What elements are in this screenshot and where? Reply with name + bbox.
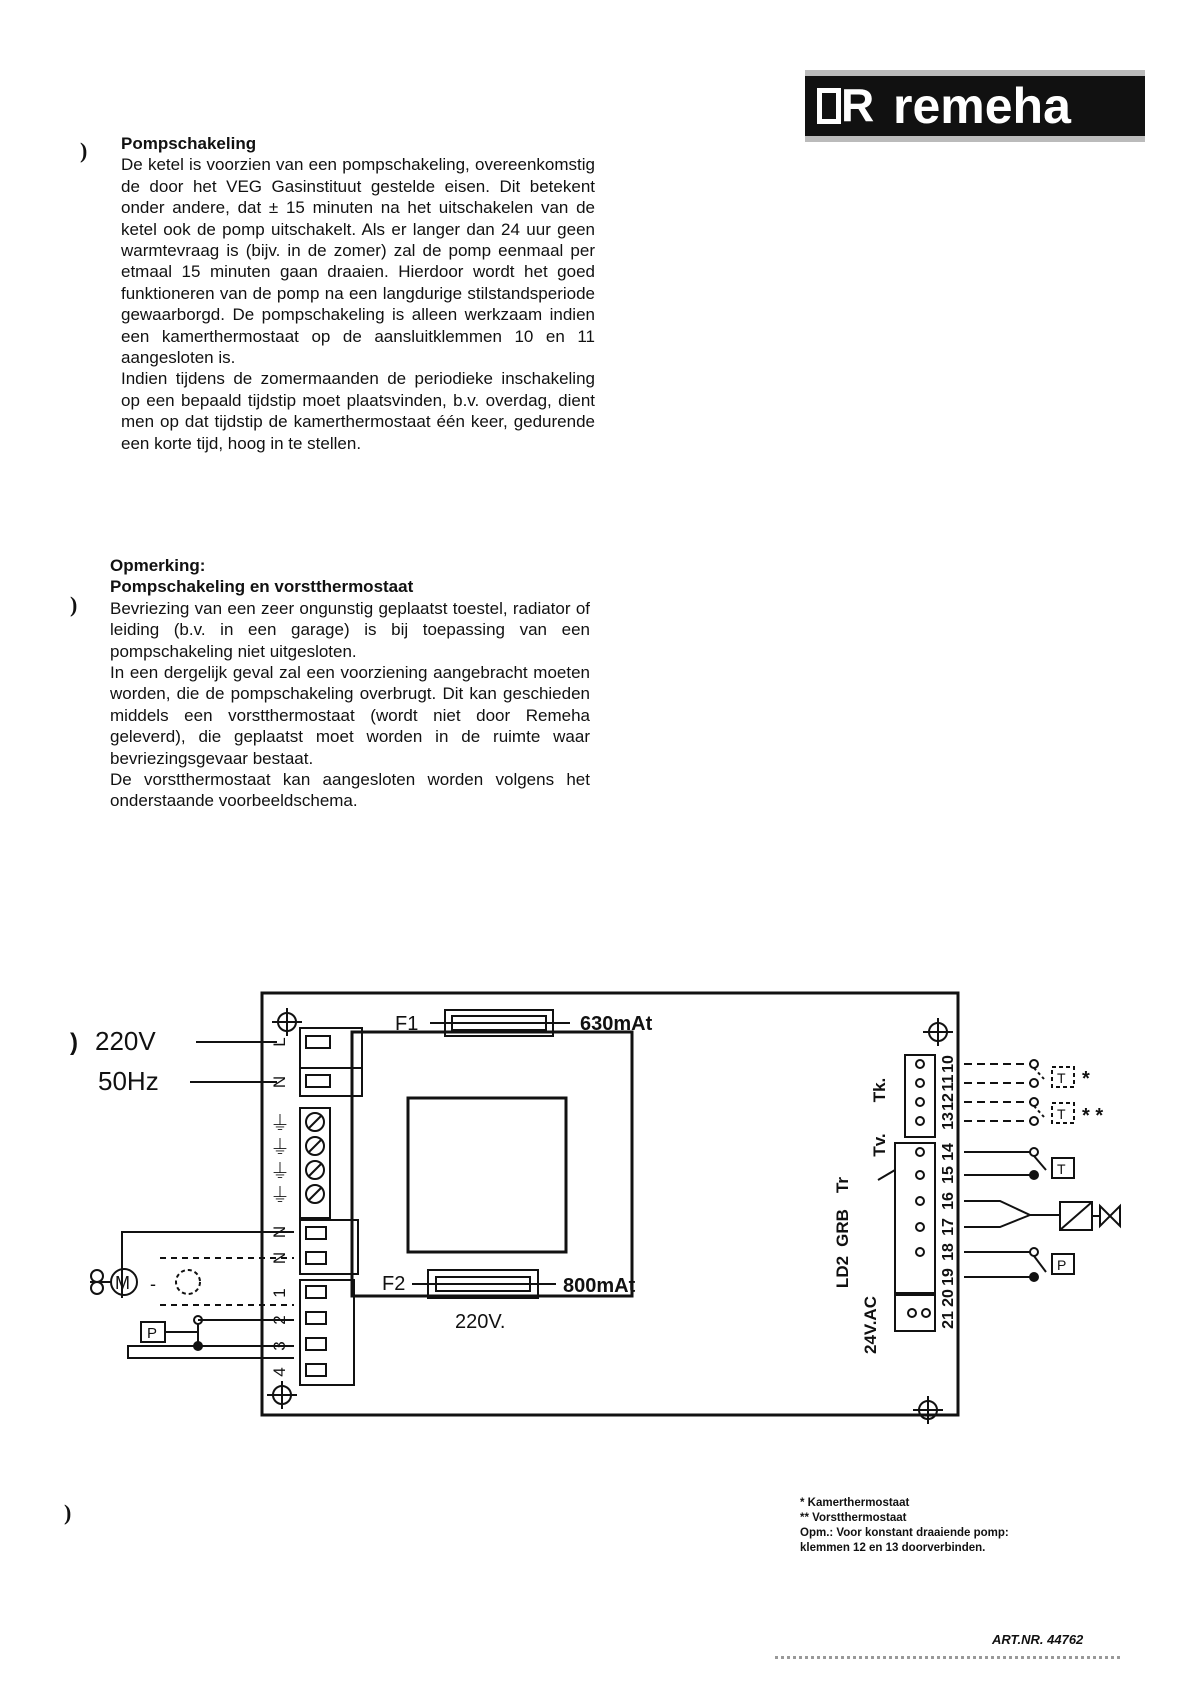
group-label-grb: GRB <box>833 1209 852 1247</box>
terminal-number: 11 <box>940 1074 957 1092</box>
fuse-f1-rating: 630mAt <box>580 1013 653 1035</box>
wire-pump-n <box>122 1232 294 1298</box>
terminal-number: 20 <box>940 1289 957 1307</box>
pressure-switch-right-wiring <box>964 1248 1074 1281</box>
footnote-star: * * <box>1082 1105 1104 1127</box>
frost-thermostat-wiring <box>964 1098 1103 1127</box>
fuse-f2 <box>382 1270 636 1333</box>
margin-mark: ) <box>70 1029 78 1056</box>
room-thermostat-wiring <box>964 1060 1090 1090</box>
section-opmerking <box>110 555 590 812</box>
group-label-tk: Tk. <box>870 1077 889 1103</box>
terminal-label: 3 <box>270 1341 289 1351</box>
note-line: klemmen 12 en 13 doorverbinden. <box>800 1542 986 1554</box>
terminal-number: 15 <box>940 1166 957 1184</box>
right-group-labels <box>833 1078 889 1354</box>
margin-mark: ) <box>70 592 78 617</box>
wiring-diagram <box>0 980 1190 1460</box>
pressure-switch-label: P <box>1057 1257 1067 1273</box>
limit-thermostat-wiring <box>964 1148 1074 1179</box>
transformer-core <box>408 1098 566 1252</box>
paragraph: De vorstthermostaat kan aangesloten worden volgens het onderstaande voorbeeldschema. <box>110 770 590 811</box>
section-pompschakeling <box>121 133 595 454</box>
supply-frequency: 50Hz <box>98 1066 159 1096</box>
pressure-switch-label: P <box>147 1325 158 1342</box>
thermostat-label: T <box>1057 1161 1066 1177</box>
dash-mark: - <box>150 1274 156 1294</box>
ground-icon: ⏚ <box>270 1113 290 1135</box>
paragraph: Indien tijdens de zomermaanden de periodieke inschakeling op een bepaald tijdstip moet plaatsvinden, b.v. overdag, dient men op dat tijdstip de kamerthermostaat één keer, gedurende een korte tijd, hoog in te stellen. <box>121 369 595 453</box>
terminal-number: 18 <box>940 1243 957 1261</box>
terminal-number: 12 <box>940 1093 957 1111</box>
paragraph: De ketel is voorzien van een pompschakeling, overeenkomstig de door het VEG Gasinstituut gestelde eisen. Dit betekent onder andere, dat ± 15 minuten na het uitschakelen van de ketel ook de pomp uitschakelt. Als er langer dan 24 uur geen warmtevraag is (bijv. in de zomer) zal de pomp eenmaal per etmaal 15 minuten gaan draaien. Hierdoor wordt het goed funktioneren van de pomp na een langdurige stilstandsperiode gewaarborgd. De pompschakeling is alleen werkzaam indien een kamerthermostaat op de aansluitklemmen 10 en 11 aangesloten is. <box>121 155 595 368</box>
margin-mark: ) <box>80 138 88 163</box>
remeha-logo <box>805 70 1145 142</box>
note-line: Opm.: Voor konstant draaiende pomp: <box>800 1527 1009 1539</box>
fuse-f2-label: F2 <box>382 1273 406 1295</box>
ground-icon: ⏚ <box>270 1137 290 1159</box>
ground-icon: ⏚ <box>270 1161 290 1183</box>
paragraph: In een dergelijk geval zal een voorziening aangebracht moeten worden, die de pompschakeling overbrugt. Dit kan geschieden middels een vorstthermostaat (wordt niet door Remeha geleverd), die geplaatst moet worden in de ruimte waar bevriezingsgevaar bestaat. <box>110 663 590 768</box>
footer-divider <box>775 1656 1120 1659</box>
thermostat-label: T <box>1057 1070 1066 1086</box>
paragraph: Bevriezing van een zeer ongunstig geplaatst toestel, radiator of leiding (b.v. in een garage) is bij toepassing van een pompschakeling niet uitgesloten. <box>110 598 590 661</box>
left-terminal-labels <box>270 1037 289 1376</box>
terminal-number: 13 <box>940 1112 957 1130</box>
terminal-label: L <box>270 1037 289 1047</box>
ground-symbols <box>270 1113 290 1207</box>
terminal-number: 17 <box>940 1218 957 1236</box>
right-terminal-numbers <box>940 1055 957 1329</box>
mounting-hole <box>272 1008 302 1036</box>
terminal-label: 1 <box>270 1288 289 1298</box>
terminal-number: 21 <box>940 1311 957 1329</box>
article-number: ART.NR. 44762 <box>992 1632 1084 1647</box>
optional-switch-icon <box>176 1270 200 1294</box>
terminal-label: N <box>270 1251 289 1265</box>
pressure-switch <box>141 1316 202 1350</box>
note-line: * Kamerthermostaat <box>800 1497 910 1509</box>
motor-label: M <box>115 1273 130 1293</box>
remeha-logo-mark: R <box>817 84 871 128</box>
terminal-number: 16 <box>940 1192 957 1210</box>
fuse-f1-label: F1 <box>395 1013 419 1035</box>
mounting-hole <box>923 1018 953 1046</box>
group-label-24vac: 24V.AC <box>861 1296 880 1354</box>
group-label-tr: Tr <box>833 1176 852 1194</box>
terminal-block-signal <box>300 1280 354 1385</box>
terminal-block-earth <box>300 1108 330 1218</box>
fuse-f2-rating: 800mAt <box>563 1275 636 1297</box>
terminal-number: 14 <box>940 1143 957 1161</box>
terminal-label: N <box>270 1225 289 1239</box>
logo-text: remeha <box>893 78 1071 134</box>
terminal-label: N <box>270 1075 289 1089</box>
terminal-number: 10 <box>940 1055 957 1073</box>
footnote-star: * <box>1082 1068 1090 1090</box>
group-label-tv: Tv. <box>870 1133 889 1157</box>
gas-valve-wiring <box>964 1201 1120 1230</box>
section-heading: Opmerking: <box>110 556 206 575</box>
diagram-notes <box>800 1496 1009 1556</box>
terminal-block-pump <box>300 1220 358 1274</box>
terminal-label: 4 <box>270 1367 289 1377</box>
transformer <box>352 1032 632 1296</box>
mounting-hole <box>913 1396 943 1424</box>
margin-mark: ) <box>64 1500 72 1525</box>
ground-icon: ⏚ <box>270 1185 290 1207</box>
fuse-voltage-label: 220V. <box>455 1311 506 1333</box>
section-heading: Pompschakeling <box>121 134 257 153</box>
note-line: ** Vorstthermostaat <box>800 1512 907 1524</box>
terminal-number: 19 <box>940 1268 957 1286</box>
thermostat-label: T <box>1057 1106 1066 1122</box>
pump-motor-icon <box>90 1269 137 1295</box>
section-subheading: Pompschakeling en vorstthermostaat <box>110 577 414 597</box>
mounting-hole <box>267 1381 297 1409</box>
circuit-board-outline <box>262 993 958 1415</box>
terminal-label: 2 <box>270 1315 289 1325</box>
supply-voltage: 220V <box>95 1026 156 1056</box>
group-label-ld2: LD2 <box>833 1255 852 1289</box>
